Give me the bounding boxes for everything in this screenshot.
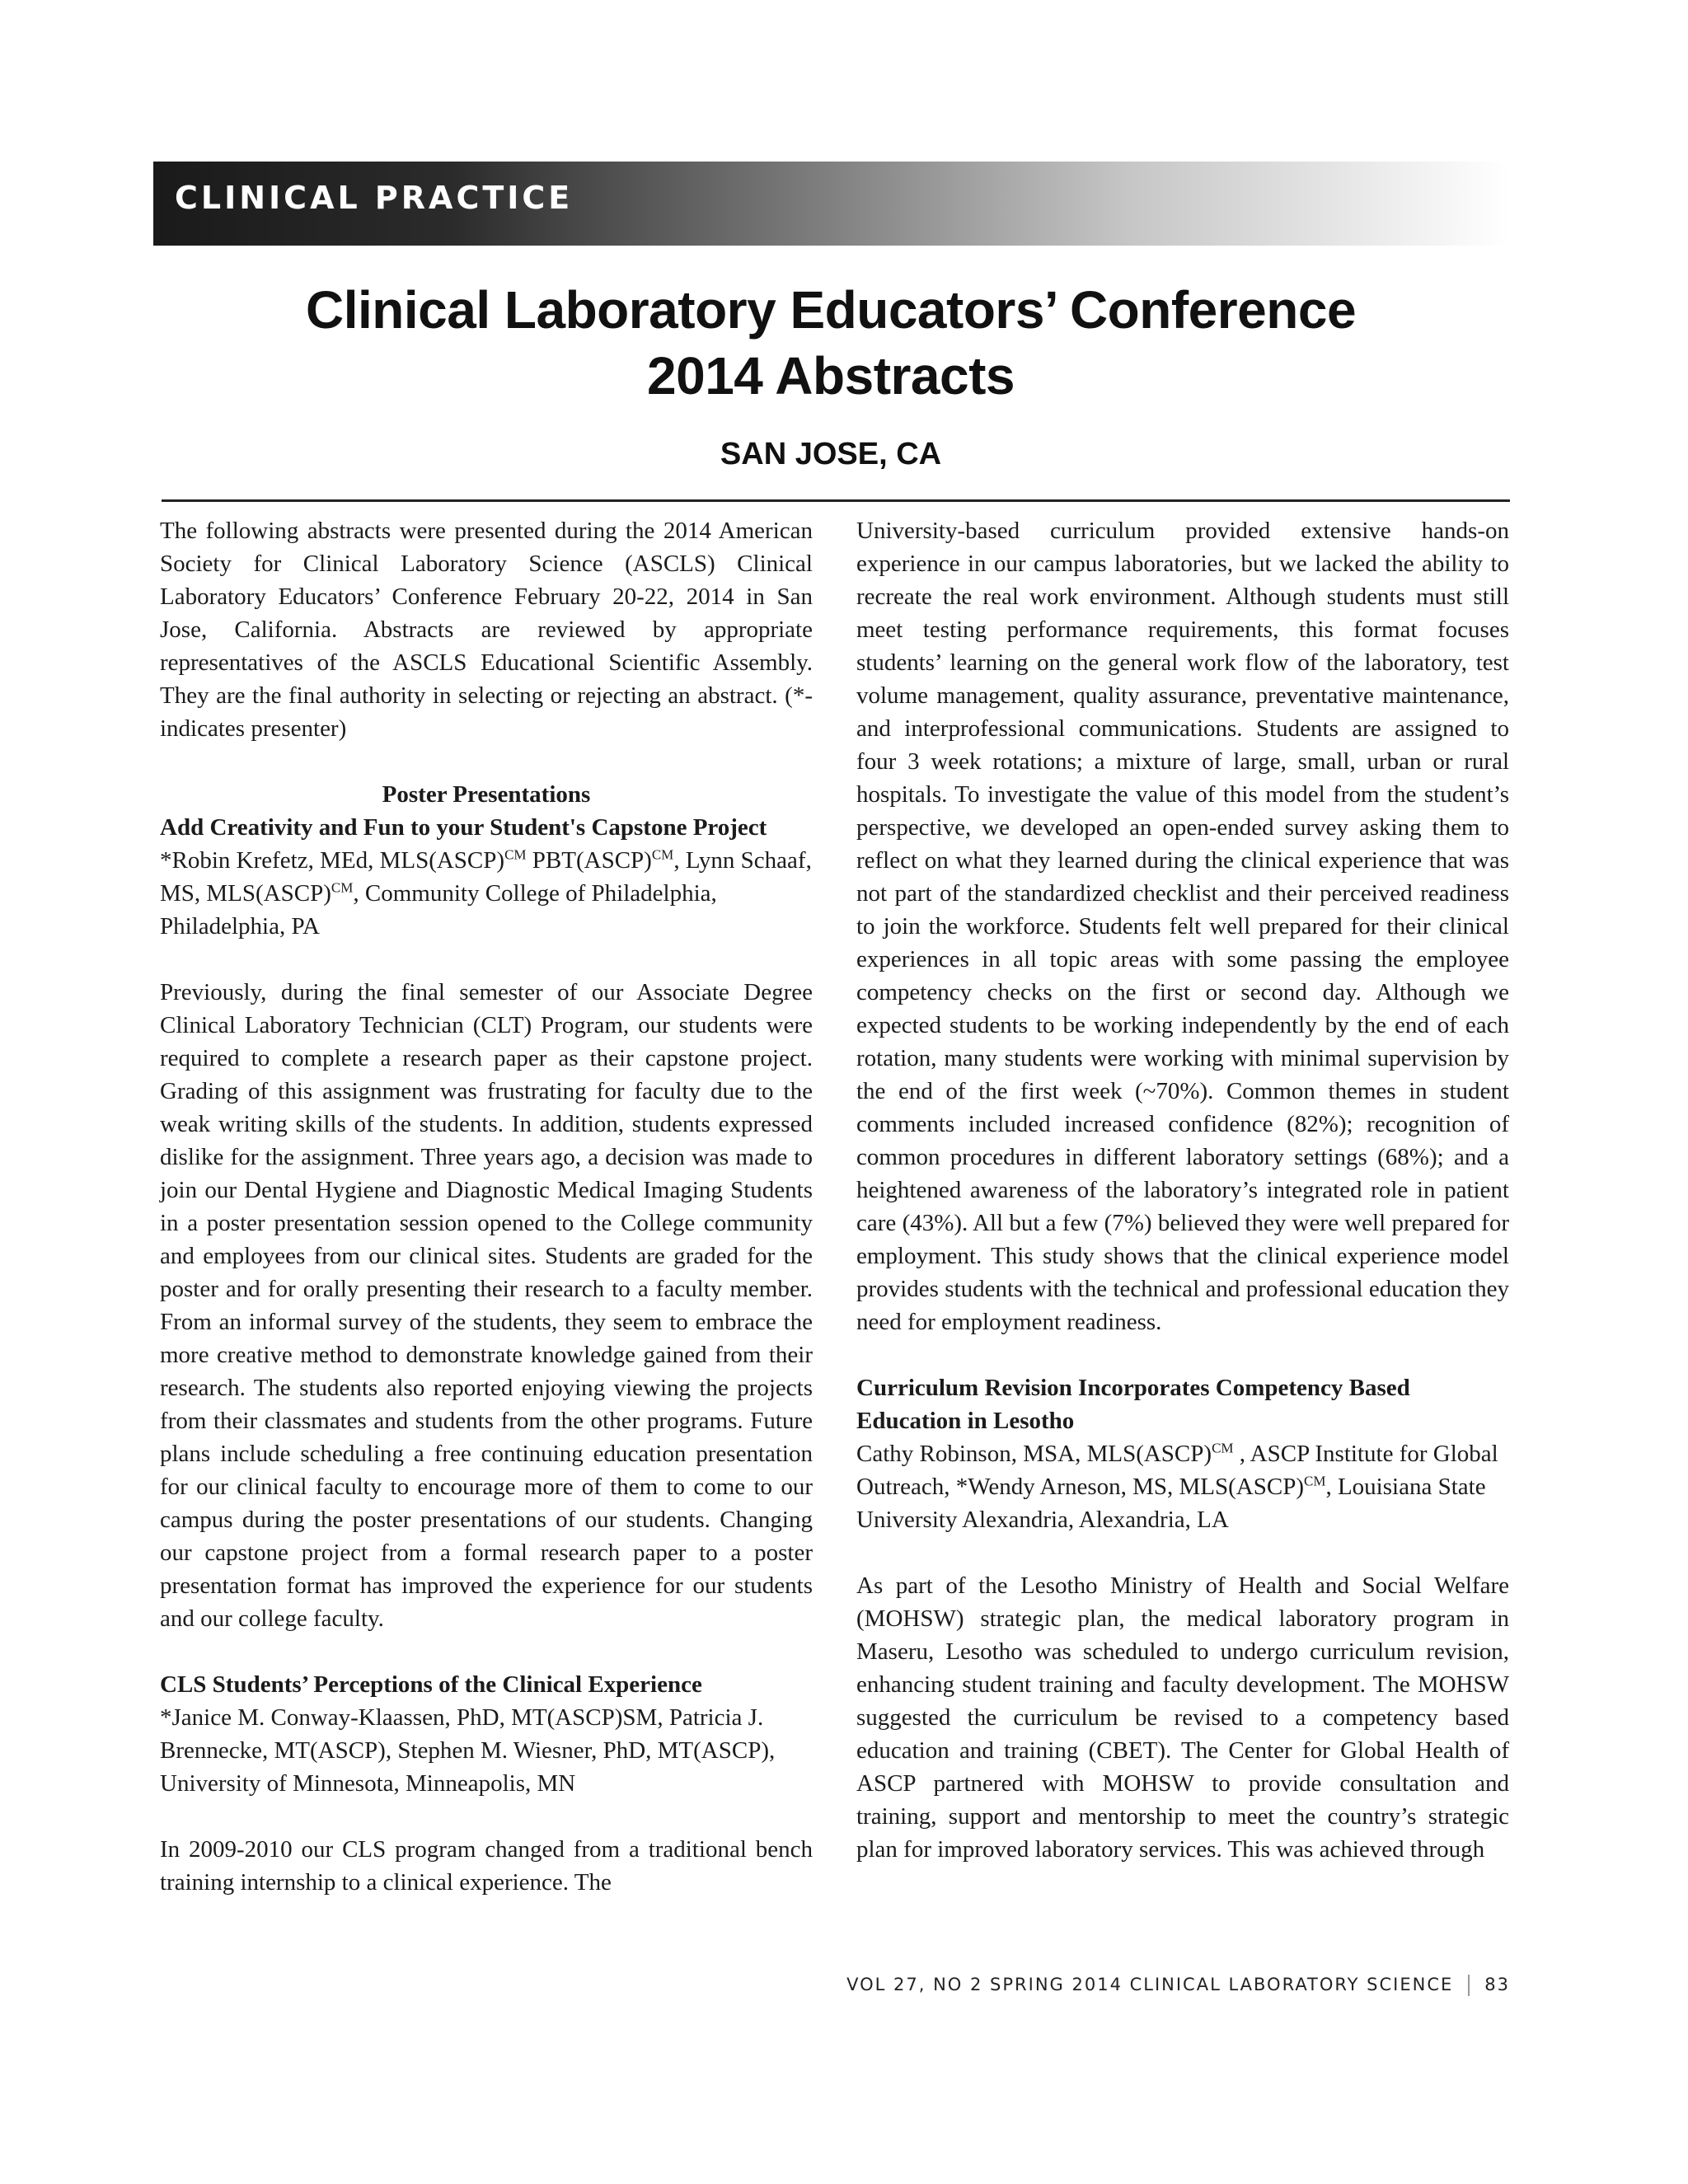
title-line-1: Clinical Laboratory Educators’ Conference [305, 280, 1357, 340]
header-divider [162, 499, 1510, 502]
right-column [856, 514, 1509, 1866]
page-number: 83 [1484, 1975, 1510, 1994]
title-line-2: 2014 Abstracts [647, 346, 1015, 405]
abstract-3-body: As part of the Lesotho Ministry of Health and Social Welfare (MOHSW) strategic plan, the medical laboratory program in Maseru, Lesotho was scheduled to undergo curriculum revision, enhancing student training and faculty development. The MOHSW suggested the curriculum be revised to a competency based education and training (CBET). The Center for Global Health of ASCP partnered with MOHSW to provide consultation and training, support and mentorship to meet the country’s strategic plan for improved laboratory services. This was achieved through [856, 1572, 1509, 1863]
journal-citation: VOL 27, NO 2 SPRING 2014 CLINICAL LABORATORY SCIENCE [846, 1975, 1454, 1994]
abstract-2-body-start: In 2009-2010 our CLS program changed from a traditional bench training internship to a clinical experience. The [160, 1836, 813, 1896]
abstract-2-title: CLS Students’ Perceptions of the Clinical Experience [160, 1671, 702, 1698]
abstract-3-authors: Cathy Robinson, MSA, MLS(ASCP)$^{CM}$ , ASCP Institute for Global Outreach, *Wendy Arneson, MS, MLS(ASCP)$^{CM}$, Louisiana State University Alexandria, Alexandria, LA [856, 1440, 1498, 1533]
abstract-1-title: Add Creativity and Fun to your Student's Capstone Project [160, 814, 767, 841]
article-title [153, 277, 1508, 409]
section-banner [153, 162, 1508, 246]
intro-paragraph: The following abstracts were presented during the 2014 American Society for Clinical Laboratory Science (ASCLS) Clinical Laboratory Educators’ Conference February 20-22, 2014 in San Jose, California. Abstracts are reviewed by appropriate representatives of the ASCLS Educational Scientific Assembly. They are the final authority in selecting or rejecting an abstract. (*- indicates presenter) [160, 518, 813, 742]
section-label: CLINICAL PRACTICE [175, 180, 574, 216]
abstract-1-body: Previously, during the final semester of our Associate Degree Clinical Laboratory Technician (CLT) Program, our students were required to complete a research paper as their capstone project. Grading of this assignment was frustrating for faculty due to the weak writing skills of the students. In addition, students expressed dislike for the assignment. Three years ago, a decision was made to join our Dental Hygiene and Diagnostic Medical Imaging Students in a poster presentation session opened to the College community and employees from our clinical sites. Students are graded for the poster and for orally presenting their research to a faculty member. From an informal survey of the students, they seem to embrace the more creative method to demonstrate knowledge gained from their research. The students also reported enjoying viewing the projects from their classmates and students from the other programs. Future plans include scheduling a free continuing education presentation for our clinical faculty to encourage more of them to come to our campus during the poster presentations of our students. Changing our capstone project from a formal research paper to a poster presentation format has improved the experience for our students and our college faculty. [160, 979, 813, 1632]
abstract-3-title: Curriculum Revision Incorporates Competency Based Education in Lesotho [856, 1375, 1410, 1434]
abstract-2-body-continued: University-based curriculum provided extensive hands-on experience in our campus laboratories, but we lacked the ability to recreate the real work environment. Although students must still meet testing performance requirements, this format focuses students’ learning on the general work flow of the laboratory, test volume management, quality assurance, preventative maintenance, and interprofessional communications. Students are assigned to four 3 week rotations; a mixture of large, small, urban or rural hospitals. To investigate the value of this model from the student’s perspective, we developed an open-ended survey asking them to reflect on what they learned during the clinical experience that was not part of the standardized checklist and their perceived readiness to join the workforce. Students felt well prepared for their clinical experiences in all topic areas with some passing the employee competency checks on the first or second day. Although we expected students to be working independently by the end of each rotation, many students were working with minimal supervision by the end of the first week (~70%). Common themes in student comments included increased confidence (82%); recognition of common procedures in different laboratory settings (68%); and a heightened awareness of the laboratory’s integrated role in patient care (43%). All but a few (7%) believed they were well prepared for employment. This study shows that the clinical experience model provides students with the technical and professional education they need for employment readiness. [856, 518, 1509, 1335]
abstract-1-authors: *Robin Krefetz, MEd, MLS(ASCP)$^{CM}$ PBT(ASCP)$^{CM}$, Lynn Schaaf, MS, MLS(ASCP)$^{CM}$, Community College of Philadelphia, Philadelphia, PA [160, 846, 812, 940]
footer-separator [1468, 1975, 1470, 1996]
conference-location: SAN JOSE, CA [720, 437, 942, 471]
left-column [160, 514, 813, 1899]
abstract-2-authors: *Janice M. Conway-Klaassen, PhD, MT(ASCP)SM, Patricia J. Brennecke, MT(ASCP), Stephen M. Wiesner, PhD, MT(ASCP), University of Minnesota, Minneapolis, MN [160, 1704, 776, 1797]
poster-presentations-heading: Poster Presentations [382, 781, 591, 808]
page-footer [846, 1975, 1510, 1996]
